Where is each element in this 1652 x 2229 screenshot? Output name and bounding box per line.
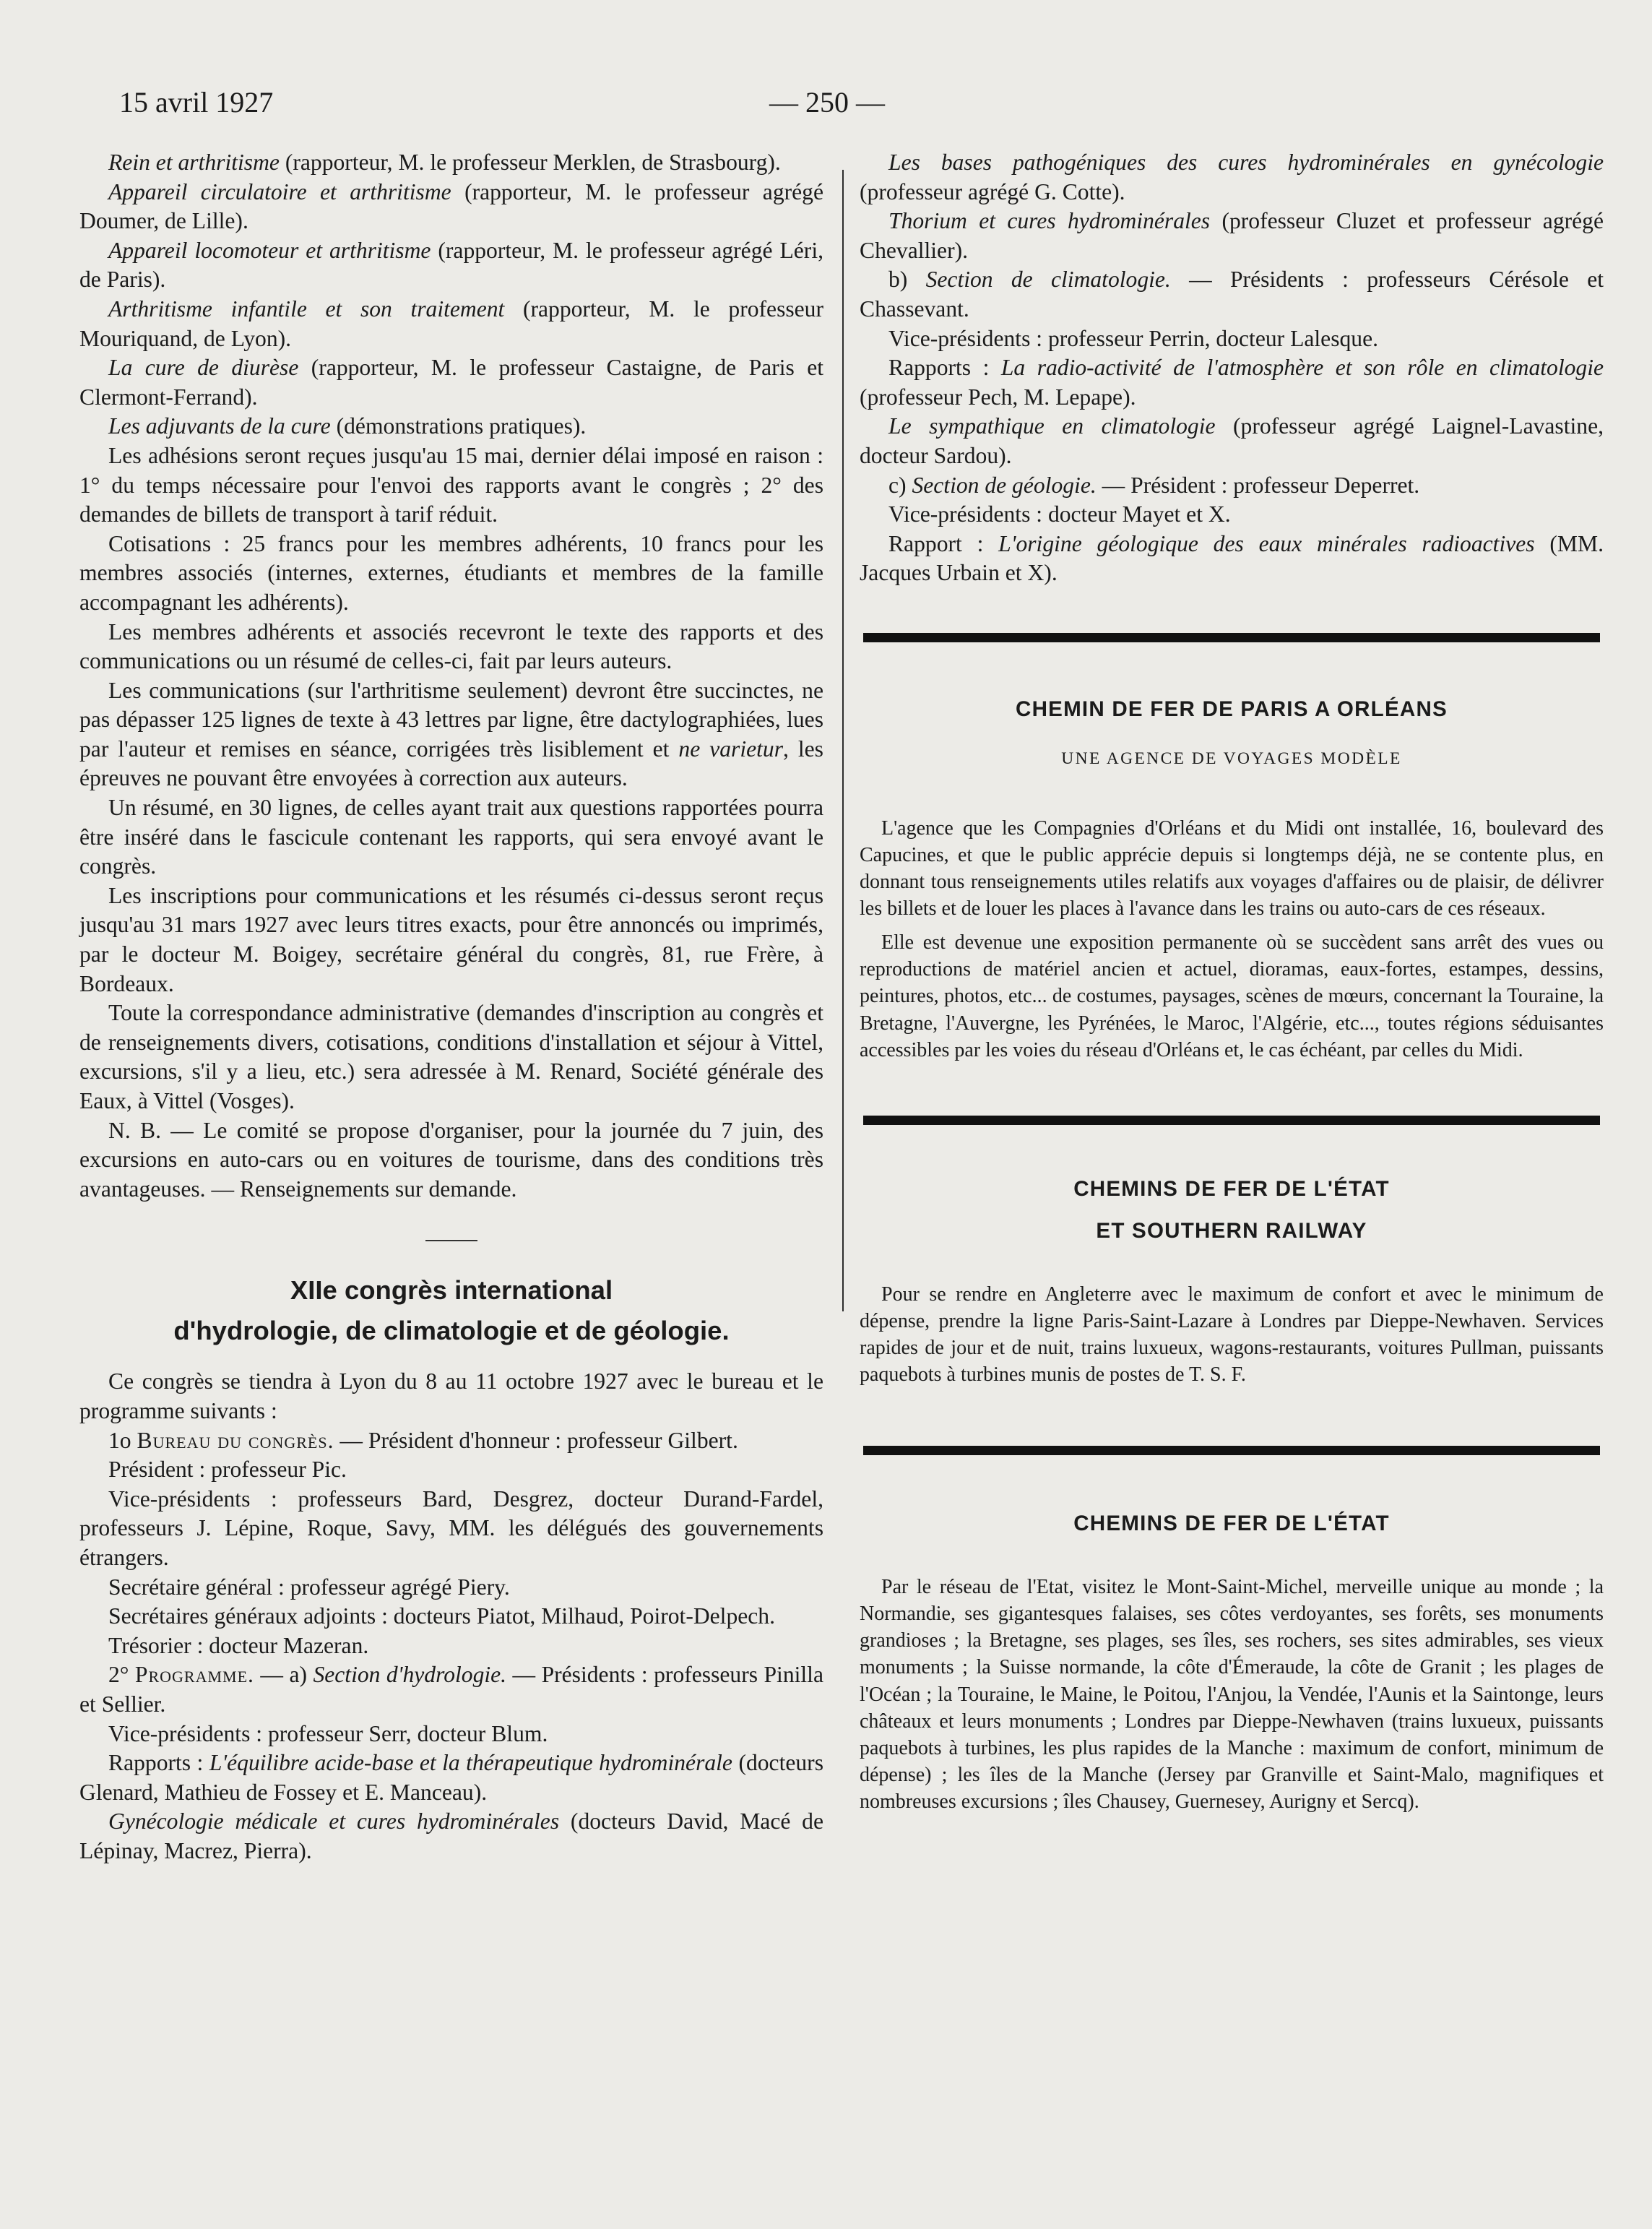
paragraph: Les communications (sur l'arthritisme seulement) devront être succinctes, ne pas dépasser 125 lignes de texte à 43 lettres par ligne, être dactylographiées, lues par l'auteur et remises en séance, corrigées très lisiblement et ne varietur, les épreuves ne pouvant être envoyées à correction aux auteurs. — [79, 677, 823, 791]
paragraph: Secrétaire général : professeur agrégé Piery. — [108, 1574, 510, 1600]
section-rule — [863, 1116, 1600, 1125]
etat-southern-heading-line-2: ET SOUTHERN RAILWAY — [1096, 1218, 1367, 1243]
paragraph: Président : professeur Pic. — [108, 1457, 347, 1483]
paragraph: Vice-présidents : professeurs Bard, Desgrez, docteur Durand-Fardel, professeurs J. Lépine, Roque, Savy, MM. les délégués des gouvernements étrangers. — [79, 1486, 823, 1570]
etat-heading: CHEMINS DE FER DE L'ÉTAT — [1073, 1512, 1390, 1536]
paragraph: Les adjuvants de la cure (démonstrations pratiques). — [108, 413, 587, 439]
paragraph: Rapport : L'origine géologique des eaux minérales radioactives (MM. Jacques Urbain et X). — [860, 530, 1604, 586]
page-number: — 250 — — [769, 86, 885, 118]
paragraph: Arthritisme infantile et son traitement (rapporteur, M. le professeur Mouriquand, de Lyon). — [79, 296, 823, 351]
paragraph: Les bases pathogéniques des cures hydrominérales en gynécologie (professeur agrégé G. Cotte). — [860, 150, 1604, 204]
paragraph: Trésorier : docteur Mazeran. — [108, 1632, 369, 1658]
paragraph: 2° Programme. — a) Section d'hydrologie. — Présidents : professeurs Pinilla et Sellier. — [79, 1662, 823, 1717]
congress-continuation — [860, 148, 1604, 588]
paragraph: Secrétaires généraux adjoints : docteurs Piatot, Milhaud, Poirot-Delpech. — [108, 1603, 775, 1629]
paragraph: Toute la correspondance administrative (demandes d'inscription au congrès et de renseignements divers, cotisations, conditions d'installation et séjour à Vittel, excursions, s'il y a lieu, etc.) sera adressée à M. Renard, Société générale des Eaux, à Vittel (Vosges). — [79, 1000, 823, 1113]
paragraph: Vice-présidents : professeur Serr, docteur Blum. — [108, 1720, 548, 1746]
paragraph: Rapports : L'équilibre acide-base et la thérapeutique hydrominérale (docteurs Glenard, Mathieu de Fossey et E. Manceau). — [79, 1750, 823, 1805]
paragraph: L'agence que les Compagnies d'Orléans et du Midi ont installée, 16, boulevard des Capucines, et que le public apprécie depuis si longtemps déjà, ne se contente plus, en donnant tous renseignements utiles relatifs aux voyages d'affaires ou de plaisir, de délivrer les billets et de louer les places à l'avance dans les trains ou auto-cars de ces réseaux. — [860, 816, 1604, 921]
paragraph: Thorium et cures hydrominérales (professeur Cluzet et professeur agrégé Chevallier). — [860, 208, 1604, 263]
paragraph: Appareil circulatoire et arthritisme (rapporteur, M. le professeur agrégé Doumer, de Lille). — [79, 178, 823, 234]
paragraph: N. B. — Le comité se propose d'organiser, pour la journée du 7 juin, des excursions en auto-cars ou en voitures de tourisme, dans des conditions très avantageuses. — Renseignements sur demande. — [79, 1117, 823, 1202]
etat-southern-article — [860, 1281, 1604, 1388]
section-separator — [425, 1240, 477, 1241]
paragraph: Vice-présidents : docteur Mayet et X. — [888, 501, 1231, 527]
page-header — [119, 85, 1533, 129]
orleans-article — [860, 815, 1604, 1064]
etat-southern-heading-line-1: CHEMINS DE FER DE L'ÉTAT — [1073, 1176, 1390, 1201]
issue-date: 15 avril 1927 — [119, 86, 274, 118]
paragraph: Rapports : La radio-activité de l'atmosphère et son rôle en climatologie (professeur Pech, M. Lepape). — [860, 355, 1604, 410]
column-divider — [842, 170, 844, 1311]
paragraph: Gynécologie médicale et cures hydrominérales (docteurs David, Macé de Lépinay, Macrez, Pierra). — [79, 1808, 823, 1863]
paragraph: Appareil locomoteur et arthritisme (rapporteur, M. le professeur agrégé Léri, de Paris). — [79, 237, 824, 293]
section-rule — [863, 633, 1600, 642]
section-rule — [863, 1446, 1600, 1455]
paragraph: Les inscriptions pour communications et les résumés ci-dessus seront reçus jusqu'au 31 mars 1927 avec leurs titres exacts, pour être annoncés ou imprimés, par le docteur M. Boigey, secrétaire général du congrès, 81, rue Frère, à Bordeaux. — [79, 882, 823, 996]
congress-heading — [79, 1270, 823, 1351]
etat-article — [860, 1574, 1604, 1815]
orleans-heading: CHEMIN DE FER DE PARIS A ORLÉANS — [1016, 697, 1448, 721]
left-column — [79, 148, 823, 1866]
paragraph: Rein et arthritisme (rapporteur, M. le professeur Merklen, de Strasbourg). — [108, 150, 781, 175]
right-column — [860, 148, 1604, 1815]
orleans-subheading: UNE AGENCE DE VOYAGES MODÈLE — [1061, 749, 1402, 768]
paragraph: Par le réseau de l'Etat, visitez le Mont-Saint-Michel, merveille unique au monde ; la Normandie, ses gigantesques falaises, ses côtes verdoyantes, ses forêts, ses monuments grandioses ; la Bretagne, ses plages, ses îles, ses rochers, ses sites admirables, ses vieux monuments ; la Suisse normande, la côte d'Émeraude, la côte de Granit ; les plages de l'Océan ; la Touraine, le Maine, le Poitou, l'Anjou, la Vendée, l'Aunis et la Saintonge, leurs châteaux et leurs monuments ; Londres par Dieppe-Newhaven (trains luxueux, puissants paquebots à turbines, les plus rapides de la Manche : maximum de confort, minimum de dépense) ; les îles de la Manche (Jersey par Granville et Saint-Malo, magnifiques et nombreuses excursions ; îles Chausey, Guernesey, Aurigny et Sercq). — [860, 1576, 1604, 1813]
paragraph: Un résumé, en 30 lignes, de celles ayant trait aux questions rapportées pourra être inséré dans le fascicule contenant les rapports, qui sera envoyé avant le congrès. — [79, 795, 823, 879]
paragraph: Pour se rendre en Angleterre avec le maximum de confort et avec le minimum de dépense, prendre la ligne Paris-Saint-Lazare à Londres par Dieppe-Newhaven. Services rapides de jour et de nuit, trains luxueux, wagons-restaurants, voitures Pullman, puissants paquebots à turbines munis de postes de T. S. F. — [860, 1282, 1604, 1387]
paragraph: 1o Bureau du congrès. — Président d'honneur : professeur Gilbert. — [108, 1427, 738, 1453]
paragraph: b) Section de climatologie. — Présidents : professeurs Cérésole et Chassevant. — [860, 267, 1604, 322]
paragraph: Les membres adhérents et associés recevront le texte des rapports et des communications ou un résumé de celles-ci, fait par leurs auteurs. — [79, 618, 823, 674]
paragraph: Le sympathique en climatologie (professeur agrégé Laignel-Lavastine, docteur Sardou). — [860, 413, 1604, 468]
paragraph: Vice-présidents : professeur Perrin, docteur Lalesque. — [888, 325, 1379, 351]
paragraph: Ce congrès se tiendra à Lyon du 8 au 11 octobre 1927 avec le bureau et le programme suivants : — [79, 1368, 823, 1423]
congress-heading-line-2: d'hydrologie, de climatologie et de géologie. — [173, 1316, 730, 1346]
paragraph: Elle est devenue une exposition permanente où se succèdent sans arrêt des vues ou reproductions de matériel ancien et actuel, dioramas, eaux-fortes, estampes, dessins, peintures, photos, etc... de costumes, paysages, scènes de mœurs, concernant la Touraine, la Bretagne, l'Auvergne, les Pyrénées, le Maroc, l'Algérie, etc..., toutes régions séduisantes accessibles par les voies du réseau d'Orléans et, le cas échéant, par celles du Midi. — [860, 931, 1604, 1061]
paragraph: Les adhésions seront reçues jusqu'au 15 mai, dernier délai imposé en raison : 1° du temps nécessaire pour l'envoi des rapports avant le congrès ; 2° des demandes de billets de transport à tarif réduit. — [79, 442, 823, 527]
paragraph: c) Section de géologie. — Président : professeur Deperret. — [888, 472, 1420, 498]
congress-heading-line-1: XIIe congrès international — [290, 1275, 613, 1306]
paragraph: La cure de diurèse (rapporteur, M. le professeur Castaigne, de Paris et Clermont-Ferrand). — [79, 355, 823, 410]
paragraph: Cotisations : 25 francs pour les membres adhérents, 10 francs pour les membres associés (internes, externes, étudiants et membres de la famille accompagnant les adhérents). — [79, 530, 823, 615]
